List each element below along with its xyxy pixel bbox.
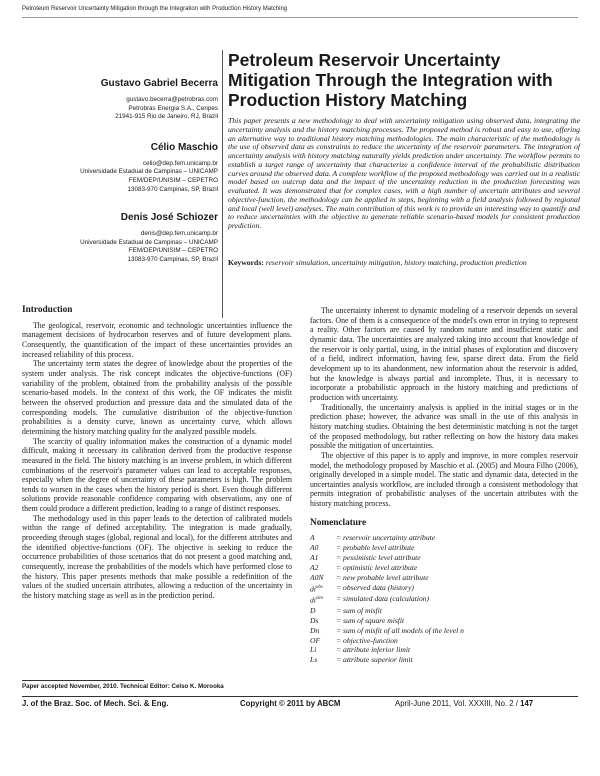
body-paragraph: The geological, reservoir, economic and technologic uncertainties influence the management decisions of hydrocarbon reserves and of future development plans. Consequently, the quantification of the impact of these uncertainties provides an increased reliability of this process. xyxy=(22,320,292,359)
author-affiliation: Universidade Estadual de Campinas – UNICAMP xyxy=(80,168,218,176)
body-paragraph: Traditionally, the uncertainty analysis is applied in the initial stages or in the prediction phase; however, the advance was small in the use of this analysis in history matching studies. Obtaining the best deterministic matching is not the target of the proposed methodology, but rather reflecting on how the history data makes possible the mitigation of uncertainties. xyxy=(310,402,578,451)
paper-title: Petroleum Reservoir Uncertainty Mitigation Through the Integration with Production History Matching xyxy=(228,50,553,110)
nomenclature-row xyxy=(310,533,464,543)
body-paragraph: The objective of this paper is to apply and improve, in more complex reservoir model, the methodology proposed by Maschio et al. (2005) and Moura Filho (2006), originally developed in a simple model. The static and dynamic data, detected in the uncertainties analysis workflow, are included through a consistent methodology that permits integration of probabilistic analyses of the uncertain attributes with the history matching process. xyxy=(310,450,578,509)
nomenclature-row xyxy=(310,594,464,605)
nomenclature-description: = observed data (history) xyxy=(336,582,414,592)
nomenclature-row xyxy=(310,573,464,583)
author-affiliation: 13083-970 Campinas, SP, Brazil xyxy=(127,255,218,263)
nomenclature-description: = sum of square misfit xyxy=(336,615,405,625)
author-affiliation: Universidade Estadual de Campinas – UNICAMP xyxy=(80,238,218,246)
symbol-base: Dn xyxy=(310,625,320,635)
author-affiliation: 21941-915 Rio de Janeiro, RJ, Brazil xyxy=(115,113,218,121)
title-divider xyxy=(222,50,223,318)
author-email: gustavo.becerra@petrobras.com xyxy=(126,96,218,103)
nomenclature-row xyxy=(310,563,464,573)
nomenclature-description: = attribute superior limit xyxy=(336,655,413,665)
nomenclature-description: = sum of misfit of all models of the level n xyxy=(336,625,464,635)
keywords-text: reservoir simulation, uncertainty mitigation, history matching, production prediction xyxy=(265,258,527,267)
nomenclature-symbol xyxy=(310,594,336,605)
nomenclature-description: = optimistic level attribute xyxy=(336,563,418,573)
symbol-base: A0N xyxy=(310,573,324,583)
nomenclature-description: = new probable level attribute xyxy=(336,573,429,583)
nomenclature-symbol xyxy=(310,573,336,583)
symbol-base: OF xyxy=(310,635,321,645)
nomenclature-symbol xyxy=(310,636,336,646)
header-rule xyxy=(22,17,578,18)
symbol-superscript: sim xyxy=(315,596,323,602)
symbol-base: di xyxy=(310,584,316,594)
nomenclature-row xyxy=(310,645,464,655)
nomenclature-symbol xyxy=(310,626,336,636)
symbol-base: Li xyxy=(310,645,317,655)
nomenclature-description: = pessimistic level attribute xyxy=(336,553,421,563)
author-email: celio@dep.fem.unicamp.br xyxy=(143,159,218,167)
footer-rule xyxy=(22,696,578,697)
author-affiliation: FEM/DEP/UNISIM – CEPETRO xyxy=(128,247,218,255)
symbol-base: Ls xyxy=(310,655,318,665)
copyright: Copyright © 2011 by ABCM xyxy=(240,699,341,708)
nomenclature-row xyxy=(310,583,464,594)
nomenclature-description: = probable level attribute xyxy=(336,543,415,553)
author-email: denis@dep.fem.unicamp.br xyxy=(140,230,218,238)
footnote-rule xyxy=(22,680,144,681)
nomenclature-description: = sum of misfit xyxy=(336,605,382,615)
issue-info: April-June 2011, Vol. XXXIII, No. 2 / xyxy=(395,699,518,708)
symbol-base: Ds xyxy=(310,615,319,625)
nomenclature-symbol xyxy=(310,553,336,563)
keywords-label: Keywords: xyxy=(228,258,264,267)
page-number: 147 xyxy=(520,699,534,708)
keywords xyxy=(228,258,580,267)
acceptance-footnote: Paper accepted November, 2010. Technical Editor: Celso K. Morooka xyxy=(22,683,224,690)
nomenclature-symbol xyxy=(310,606,336,616)
author-affiliation: FEM/DEP/UNISIM – CEPETRO xyxy=(128,176,218,184)
body-paragraph: The uncertainty inherent to dynamic modeling of a reservoir depends on several factors. One of them is a consequence of the model's own error in trying to represent a reality. Other factors are caused by random nature and insufficient static and dynamic data. The uncertainties are analyzed taking into account that knowledge of the reservoir is only partial, using, in the initial phases of exploration and discovery of a field, indirect information, having few, sparse direct data. From the field development up to its abandonment, new information about the reservoir is added, but the knowledge is always partial and incomplete. Thus, it is necessary to incorporate a probabilistic approach in the history matching and predictions of production with uncertainty. xyxy=(310,306,578,402)
body-paragraph: The methodology used in this paper leads to the detection of calibrated models within the range of defined acceptability. The integration is made gradually, proceeding through stages (global, regional and local), for the different attributes and the identified objective-functions (OF). The objective is seeking to reduce the occurrence probabilities of those scenarios that do not present a good matching and, consequently, increase the probabilities of the models which have performed close to the history. This paper presents methods that make possible a redefinition of the values of the studied uncertain attributes, allowing a reduction of the uncertainty in the history matching stage as well as in the prediction period. xyxy=(22,513,292,601)
symbol-base: D xyxy=(310,605,316,615)
nomenclature-symbol xyxy=(310,616,336,626)
nomenclature-heading: Nomenclature xyxy=(310,517,367,528)
author-affiliation: Petrobras Energia S.A., Cenpes xyxy=(128,104,218,112)
nomenclature-symbol xyxy=(310,645,336,655)
nomenclature-symbol xyxy=(310,583,336,594)
nomenclature-description: = attribute inferior limit xyxy=(336,645,411,655)
nomenclature-description: = simulated data (calculation) xyxy=(336,594,430,604)
nomenclature-table xyxy=(310,533,464,665)
symbol-base: A xyxy=(310,533,315,543)
left-column xyxy=(22,306,292,601)
right-column xyxy=(310,306,578,665)
body-paragraph: The uncertainty term states the degree of knowledge about the properties of the system under analysis. The risk concept indicates the objective-functions (OF) variability of the problem, obtained from the probability analysis of the possible scenario-based models. In the context of this work, the OF indicates the misfit between the observed production and pressure data and the simulated data of the corresponding models. The cumulative distribution of the objective-function probabilities is a density curve, known as uncertainty curve, which allows determining the history matching quality for the analyzed possible models. xyxy=(22,359,292,436)
author-name: Denis José Schiozer xyxy=(120,212,218,224)
symbol-base: A0 xyxy=(310,543,319,553)
nomenclature-row xyxy=(310,655,464,665)
nomenclature-row xyxy=(310,616,464,626)
author-name: Gustavo Gabriel Becerra xyxy=(100,78,218,89)
symbol-base: A1 xyxy=(310,553,319,563)
abstract: This paper presents a new methodology to deal with uncertainty mitigation using observed data, integrating the uncertainty analysis and the history matching processes. The proposed method is robust and easy to use, offering an alternative way to traditional history matching methodologies. The main characteristic of the methodology is the use of observed data as constraints to reduce the uncertainty of the reservoir parameters. The integration of uncertainty analysis with history matching naturally yields prediction under uncertainty. The workflow permits to establish a target range of uncertainty that characterize a confidence interval of the probabilistic distribution curves around the observed data. A complete workflow of the proposed methodology was carried out in a realistic model based on outcrop data and the impact of the uncertainty reduction in the production forecasting was evaluated. It was demonstrated that for complex cases, with a high number of uncertain attributes and several objective-function, the methodology can be applied in steps, beginning with a field analysis followed by regional and local (well level) analyses. The main contribution of this work is to provide an interesting way to quantify and to reduce uncertainties with the objective to generate reliable scenario-based models for consistent production prediction. xyxy=(228,116,580,230)
symbol-base: di xyxy=(310,595,316,605)
nomenclature-symbol xyxy=(310,543,336,553)
author-block xyxy=(22,78,218,265)
symbol-superscript: obs xyxy=(315,584,323,590)
body-paragraph: The scarcity of quality information makes the construction of a dynamic model difficult, making it necessary its calibration derived from the productive response measured in the field. The history matching is an inverse problem, in which different combinations of the reservoir's parameter values can lead to acceptable responses, especially when the degree of uncertainty of these parameters is high. The problem tends to worsen in the cases when the history period is short. Even though different solutions provide reasonable confidence comparing with observations, any one of them could produce a different prediction, leading to a range of distinct responses. xyxy=(22,436,292,514)
introduction-heading: Introduction xyxy=(22,305,73,315)
nomenclature-row xyxy=(310,543,464,553)
issue-and-page xyxy=(395,699,533,708)
nomenclature-row xyxy=(310,553,464,563)
nomenclature-symbol xyxy=(310,563,336,573)
running-head: Petroleum Reservoir Uncertainty Mitigation through the Integration with Production History Matching xyxy=(22,6,288,12)
nomenclature-symbol xyxy=(310,655,336,665)
nomenclature-row xyxy=(310,606,464,616)
nomenclature-description: = reservoir uncertainty attribute xyxy=(336,533,436,543)
journal-name: J. of the Braz. Soc. of Mech. Sci. & Eng. xyxy=(22,699,169,708)
nomenclature-symbol xyxy=(310,533,336,543)
author-affiliation: 13083-970 Campinas, SP, Brazil xyxy=(127,185,218,193)
author-name: Célio Maschio xyxy=(150,141,218,153)
symbol-base: A2 xyxy=(310,563,319,573)
nomenclature-row xyxy=(310,636,464,646)
nomenclature-row xyxy=(310,626,464,636)
nomenclature-description: = objective-function xyxy=(336,635,398,645)
